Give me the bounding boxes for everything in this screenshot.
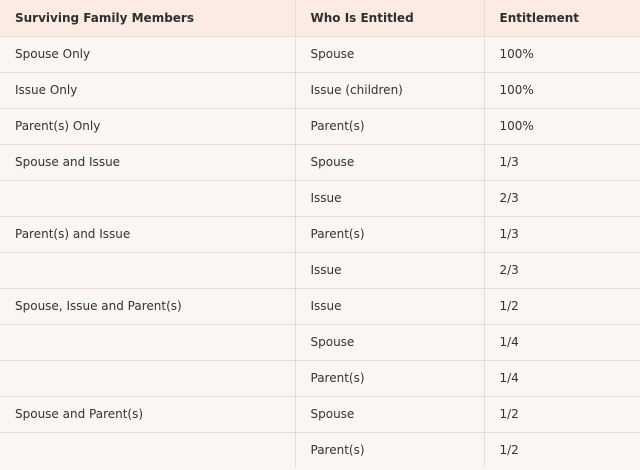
entitlement-cell: 100% xyxy=(484,36,640,72)
entitlement-cell: 100% xyxy=(484,72,640,108)
table-row xyxy=(0,108,640,144)
table-row xyxy=(0,72,640,108)
table-row xyxy=(0,216,640,252)
family-members-cell xyxy=(0,360,295,396)
entitlement-cell: 1/4 xyxy=(484,324,640,360)
table-row xyxy=(0,432,640,468)
entitlement-cell: 1/2 xyxy=(484,288,640,324)
entitlement-cell: 2/3 xyxy=(484,252,640,288)
who-is-entitled-cell: Issue xyxy=(295,252,484,288)
who-is-entitled-cell: Spouse xyxy=(295,144,484,180)
column-header-entitlement: Entitlement xyxy=(484,0,640,36)
column-header-who-is-entitled: Who Is Entitled xyxy=(295,0,484,36)
table-row xyxy=(0,396,640,432)
entitlement-cell: 2/3 xyxy=(484,180,640,216)
table-row xyxy=(0,180,640,216)
who-is-entitled-cell: Parent(s) xyxy=(295,360,484,396)
entitlement-cell: 100% xyxy=(484,108,640,144)
who-is-entitled-cell: Issue xyxy=(295,180,484,216)
table-row xyxy=(0,324,640,360)
entitlement-cell: 1/2 xyxy=(484,432,640,468)
table-row xyxy=(0,288,640,324)
family-members-cell: Spouse, Issue and Parent(s) xyxy=(0,288,295,324)
family-members-cell xyxy=(0,180,295,216)
column-header-family-members: Surviving Family Members xyxy=(0,0,295,36)
table-row xyxy=(0,36,640,72)
family-members-cell: Spouse Only xyxy=(0,36,295,72)
family-members-cell: Parent(s) Only xyxy=(0,108,295,144)
entitlement-cell: 1/4 xyxy=(484,360,640,396)
who-is-entitled-cell: Parent(s) xyxy=(295,108,484,144)
who-is-entitled-cell: Parent(s) xyxy=(295,432,484,468)
who-is-entitled-cell: Issue xyxy=(295,288,484,324)
header-row xyxy=(0,0,640,36)
family-members-cell: Parent(s) and Issue xyxy=(0,216,295,252)
who-is-entitled-cell: Spouse xyxy=(295,36,484,72)
entitlement-cell: 1/2 xyxy=(484,396,640,432)
family-members-cell: Spouse and Parent(s) xyxy=(0,396,295,432)
table-header xyxy=(0,0,640,36)
who-is-entitled-cell: Spouse xyxy=(295,396,484,432)
table-row xyxy=(0,144,640,180)
family-members-cell xyxy=(0,252,295,288)
family-members-cell: Issue Only xyxy=(0,72,295,108)
family-members-cell xyxy=(0,324,295,360)
table-row xyxy=(0,360,640,396)
family-members-cell: Spouse and Issue xyxy=(0,144,295,180)
table-row xyxy=(0,252,640,288)
table-body xyxy=(0,36,640,468)
entitlement-cell: 1/3 xyxy=(484,144,640,180)
who-is-entitled-cell: Parent(s) xyxy=(295,216,484,252)
family-members-cell xyxy=(0,432,295,468)
entitlement-cell: 1/3 xyxy=(484,216,640,252)
who-is-entitled-cell: Spouse xyxy=(295,324,484,360)
who-is-entitled-cell: Issue (children) xyxy=(295,72,484,108)
